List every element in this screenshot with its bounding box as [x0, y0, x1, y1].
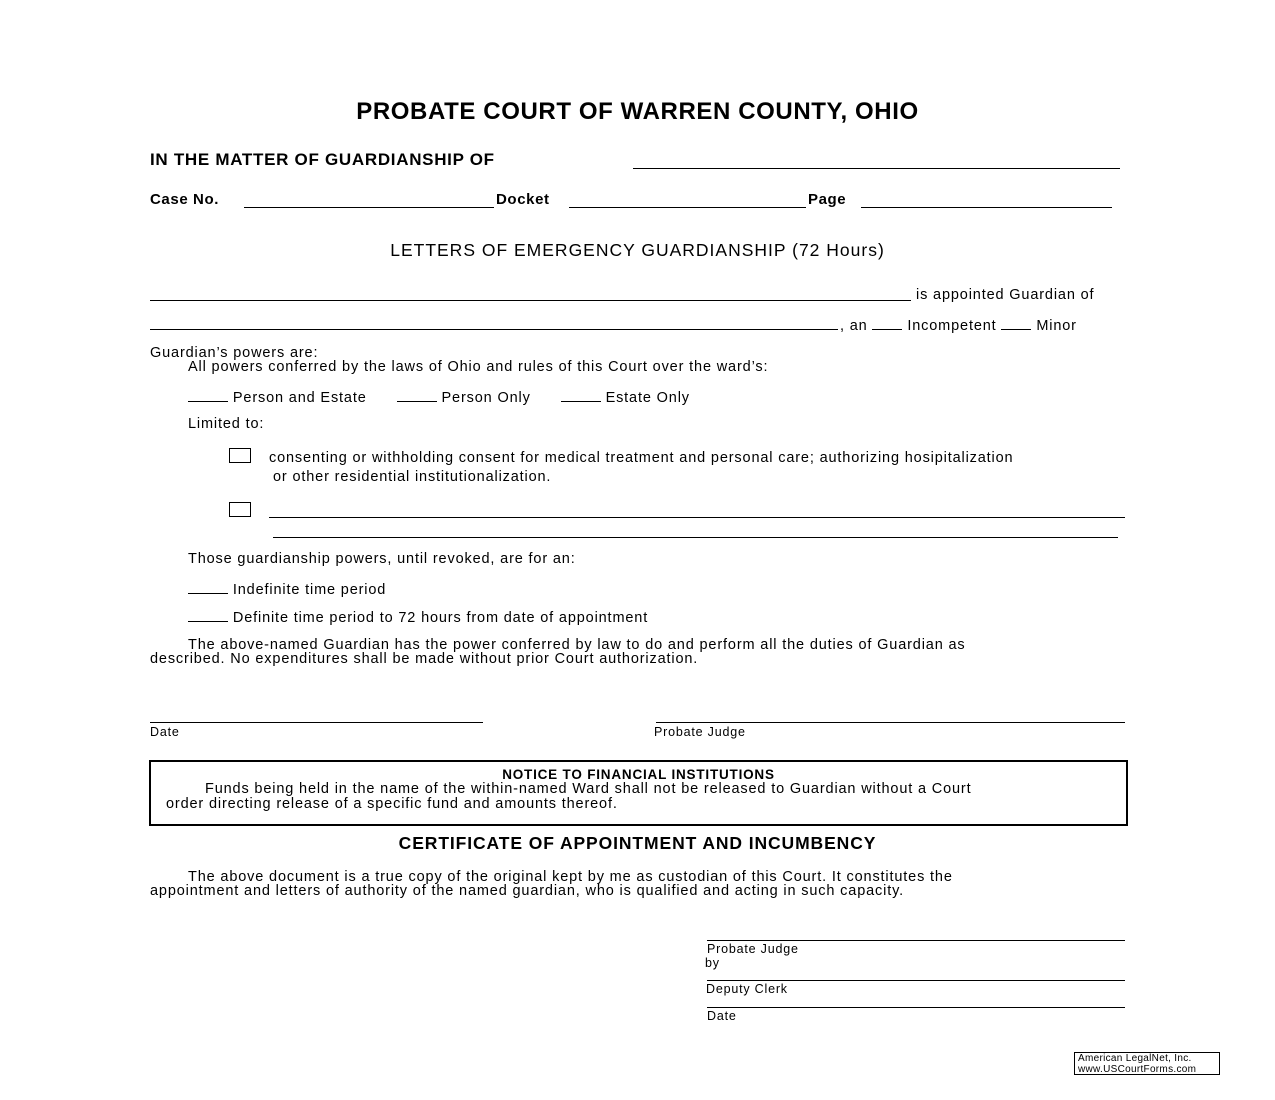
cert-date-label: Date: [707, 1009, 737, 1023]
notice-line1: Funds being held in the name of the within-named Ward shall not be released to Guardian without a Court: [205, 781, 972, 797]
ward-name-field[interactable]: [633, 168, 1120, 169]
limited-to: Limited to:: [188, 416, 265, 432]
certificate-line1: The above document is a true copy of the original kept by me as custodian of this Court. It constitutes the: [188, 869, 953, 885]
by-label: by: [705, 956, 720, 970]
definite-option: [188, 608, 648, 627]
date-field[interactable]: [150, 722, 483, 723]
person-estate-label: Person and Estate: [232, 390, 367, 406]
other-checkbox[interactable]: [229, 502, 251, 517]
page-field[interactable]: [861, 207, 1112, 208]
limit-1-line1: consenting or withholding consent for medical treatment and personal care; authorizing hosipitalization: [269, 450, 1014, 466]
powers-are: Guardian’s powers are:: [150, 345, 319, 361]
form-title: LETTERS OF EMERGENCY GUARDIANSHIP (72 Hours): [390, 240, 885, 260]
certificate-title: CERTIFICATE OF APPOINTMENT AND INCUMBENCY: [398, 833, 877, 853]
docket-label: Docket: [496, 191, 550, 208]
notice-box: [149, 760, 1128, 826]
other-limit-field-2[interactable]: [273, 537, 1118, 538]
case-no-label: Case No.: [150, 191, 219, 208]
medical-checkbox[interactable]: [229, 448, 251, 463]
docket-field[interactable]: [569, 207, 806, 208]
date-label: Date: [150, 725, 180, 739]
indefinite-label: Indefinite time period: [232, 582, 387, 598]
estate-only-label: Estate Only: [605, 390, 690, 406]
matter-label: [150, 151, 495, 168]
person-only-blank[interactable]: [397, 388, 437, 402]
deputy-clerk-label: Deputy Clerk: [706, 982, 788, 996]
publisher-name: American LegalNet, Inc.: [1078, 1053, 1192, 1064]
minor-blank[interactable]: [1001, 316, 1031, 330]
other-limit-field-1[interactable]: [269, 517, 1125, 518]
indefinite-blank[interactable]: [188, 580, 228, 594]
limit-1-line2: or other residential institutionalization.: [273, 469, 552, 485]
cert-judge-label: Probate Judge: [707, 942, 799, 956]
person-only-label: Person Only: [441, 390, 531, 406]
notice-line2: order directing release of a specific fund and amounts thereof.: [166, 796, 618, 812]
indefinite-option: [188, 580, 386, 599]
incompetent-label: Incompetent: [907, 318, 997, 334]
definite-blank[interactable]: [188, 608, 228, 622]
notice-title: NOTICE TO FINANCIAL INSTITUTIONS: [502, 767, 775, 782]
page-label: Page: [808, 191, 847, 208]
ward-type: [840, 316, 1077, 335]
period-intro: Those guardianship powers, until revoked, are for an:: [188, 551, 576, 567]
all-powers: All powers conferred by the laws of Ohio and rules of this Court over the ward’s:: [188, 359, 769, 375]
person-estate-blank[interactable]: [188, 388, 228, 402]
case-no-field[interactable]: [244, 207, 494, 208]
duties-line1: The above-named Guardian has the power conferred by law to do and perform all the duties of Guardian as: [188, 637, 966, 653]
minor-label: Minor: [1036, 318, 1077, 334]
cert-date-field[interactable]: [707, 1007, 1125, 1008]
publisher-website: www.USCourtForms.com: [1078, 1064, 1197, 1075]
an-text: , an: [840, 318, 868, 334]
ward-field[interactable]: [150, 329, 838, 330]
estate-only-blank[interactable]: [561, 388, 601, 402]
definite-label: Definite time period to 72 hours from date of appointment: [232, 610, 649, 626]
appointed-text: is appointed Guardian of: [916, 287, 1095, 303]
certificate-line2: appointment and letters of authority of the named guardian, who is qualified and acting in such capacity.: [150, 883, 904, 899]
court-title: PROBATE COURT OF WARREN COUNTY, OHIO: [356, 98, 919, 125]
duties-line2: described. No expenditures shall be made without prior Court authorization.: [150, 651, 699, 667]
guardian-name-field[interactable]: [150, 300, 911, 301]
publisher-stamp: [1074, 1052, 1220, 1075]
judge-label: Probate Judge: [654, 725, 746, 739]
matter-text: IN THE MATTER OF GUARDIANSHIP OF: [150, 150, 495, 169]
judge-signature-field[interactable]: [656, 722, 1125, 723]
incompetent-blank[interactable]: [872, 316, 902, 330]
scope-options: [188, 388, 690, 407]
